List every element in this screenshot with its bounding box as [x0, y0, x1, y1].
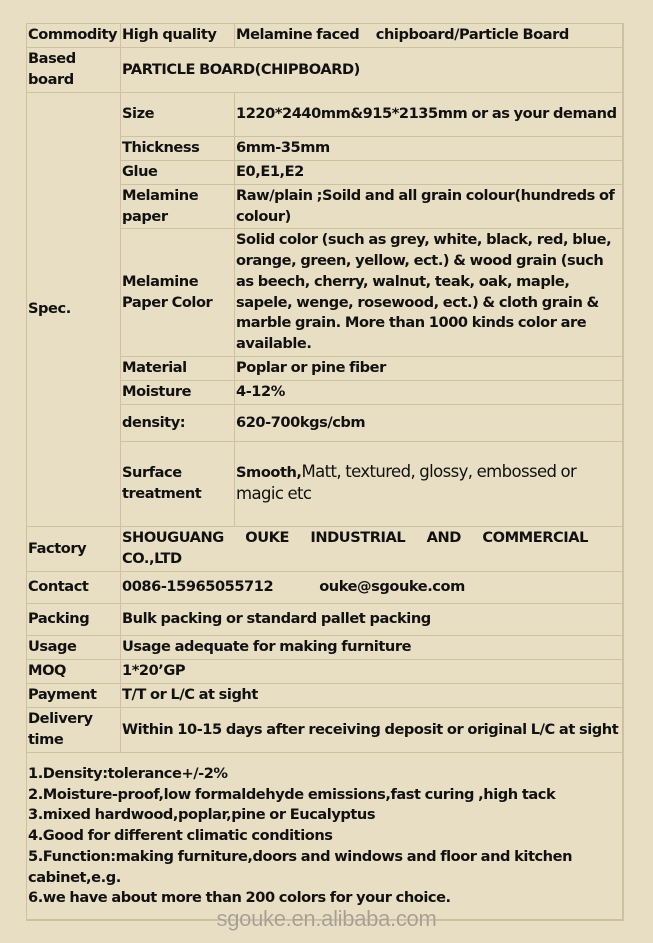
surface-bold-term: Smooth,	[236, 464, 302, 482]
payment-label: Payment	[27, 684, 121, 708]
row-contact	[27, 572, 624, 604]
factory-word: SHOUGUANG	[122, 529, 224, 547]
based-board-label: Based board	[27, 48, 121, 93]
delivery-value: Within 10-15 days after receiving deposit or original L/C at sight	[121, 708, 624, 753]
row-moq	[27, 660, 624, 684]
spec-key-paper-color: Melamine Paper Color	[121, 229, 235, 357]
note-item: 4.Good for different climatic conditions	[28, 827, 333, 845]
contact-email[interactable]: ouke@sgouke.com	[319, 578, 465, 596]
surface-options: Matt, textured, glossy, embossed or magic etc	[236, 462, 577, 503]
product-spec-table	[26, 23, 624, 921]
spec-key-material: Material	[121, 357, 235, 381]
contact-value	[121, 572, 624, 604]
moq-value: 1*20’GP	[121, 660, 624, 684]
commodity-value-product: Melamine faced chipboard/Particle Board	[235, 24, 624, 48]
usage-value: Usage adequate for making furniture	[121, 636, 624, 660]
factory-word: INDUSTRIAL	[310, 529, 406, 547]
payment-value: T/T or L/C at sight	[121, 684, 624, 708]
note-item: 2.Moisture-proof,low formaldehyde emissions,fast curing ,high tack	[28, 785, 556, 803]
row-payment	[27, 684, 624, 708]
watermark-text: sgouke.en.alibaba.com	[216, 906, 437, 931]
contact-label: Contact	[27, 572, 121, 604]
based-board-value: PARTICLE BOARD(CHIPBOARD)	[121, 48, 624, 93]
spec-key-thickness: Thickness	[121, 137, 235, 161]
moq-label: MOQ	[27, 660, 121, 684]
factory-word: AND	[426, 529, 461, 547]
row-factory	[27, 527, 624, 572]
spec-value-density: 620-700kgs/cbm	[235, 405, 624, 442]
spec-key-melamine-paper: Melamine paper	[121, 185, 235, 229]
factory-name-line1	[122, 528, 622, 549]
row-delivery	[27, 708, 624, 753]
usage-label: Usage	[27, 636, 121, 660]
delivery-label: Delivery time	[27, 708, 121, 753]
spec-value-glue: E0,E1,E2	[235, 161, 624, 185]
factory-name-line2: CO.,LTD	[122, 550, 182, 567]
spec-value-surface	[235, 442, 624, 527]
row-based-board	[27, 48, 624, 93]
spec-value-melamine-paper: Raw/plain ;Soild and all grain colour(hundreds of colour)	[235, 185, 624, 229]
spec-key-size: Size	[121, 93, 235, 137]
spec-value-thickness: 6mm-35mm	[235, 137, 624, 161]
note-item: 3.mixed hardwood,poplar,pine or Eucalyptus	[28, 806, 376, 824]
row-usage	[27, 636, 624, 660]
note-item: 6.we have about more than 200 colors for your choice.	[28, 889, 451, 907]
spec-value-material: Poplar or pine fiber	[235, 357, 624, 381]
note-item: 1.Density:tolerance+/-2%	[28, 764, 228, 782]
spec-value-paper-color: Solid color (such as grey, white, black, red, blue, orange, green, yellow, ect.) & wood grain (such as beech, cherry, walnut, teak, oak, maple, sapele, wenge, rosewood, ect.) & cloth grain & marble grain. More than 1000 kinds color are available.	[235, 229, 624, 357]
packing-value: Bulk packing or standard pallet packing	[121, 604, 624, 636]
spec-key-surface: Surface treatment	[121, 442, 235, 527]
spec-key-density: density:	[121, 405, 235, 442]
note-item: 5.Function:making furniture,doors and windows and floor and kitchen cabinet,e.g.	[28, 847, 573, 886]
row-commodity	[27, 24, 624, 48]
spec-key-moisture: Moisture	[121, 381, 235, 405]
commodity-label: Commodity	[27, 24, 121, 48]
spec-label: Spec.	[27, 93, 121, 527]
contact-phone: 0086-15965055712	[122, 578, 274, 596]
commodity-value-quality: High quality	[121, 24, 235, 48]
factory-label: Factory	[27, 527, 121, 572]
factory-word: COMMERCIAL	[482, 529, 588, 547]
row-packing	[27, 604, 624, 636]
spec-value-size: 1220*2440mm&915*2135mm or as your demand	[235, 93, 624, 137]
spec-key-glue: Glue	[121, 161, 235, 185]
packing-label: Packing	[27, 604, 121, 636]
notes-list	[27, 753, 624, 921]
row-notes	[27, 753, 624, 921]
factory-word: OUKE	[245, 529, 289, 547]
factory-value	[121, 527, 624, 572]
row-spec-size	[27, 93, 624, 137]
spec-value-moisture: 4-12%	[235, 381, 624, 405]
